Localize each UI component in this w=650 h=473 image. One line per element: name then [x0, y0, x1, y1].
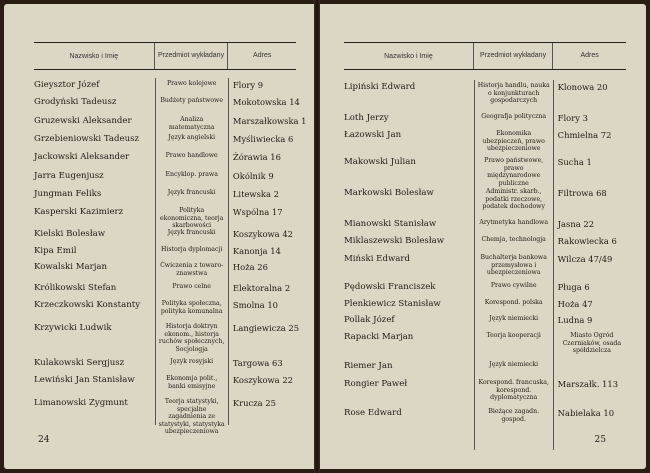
person-name: Kulakowski Sergjusz	[34, 358, 125, 368]
person-name: Jungman Feliks	[34, 189, 102, 199]
person-name: Jarra Eugenjusz	[34, 171, 104, 181]
address: Mokotowska 14	[228, 95, 296, 114]
address: Litewska 2	[228, 187, 296, 205]
table-row	[344, 330, 626, 359]
table-row	[34, 321, 300, 356]
person-name: Makowski Julian	[344, 157, 416, 167]
subject-taught: Teorja kooperacji	[474, 330, 553, 359]
person-name: Łazowski Jan	[344, 130, 402, 140]
address: Hoża 47	[553, 297, 626, 313]
address: Targowa 63	[228, 356, 296, 373]
subject-taught: Język angielski	[155, 132, 228, 150]
table-row	[34, 150, 296, 169]
table-row	[344, 186, 626, 217]
subject-taught: Bieżące zagadn. gospod.	[474, 406, 553, 450]
address: Miasto Ogród Czerniaków, osada spółdzielcza	[553, 330, 626, 359]
table-row	[344, 359, 626, 377]
table-row	[344, 406, 626, 450]
header-address: Adres	[227, 43, 296, 69]
table-row	[34, 396, 296, 436]
person-name: Królikowski Stefan	[34, 283, 117, 293]
subject-taught: Analiza matematyczna	[155, 114, 228, 132]
person-name: Miński Edward	[344, 254, 411, 264]
table-row	[34, 244, 296, 260]
person-name: Rapacki Marjan	[344, 332, 414, 342]
table-row	[34, 356, 296, 373]
table-row	[344, 297, 626, 313]
header-subject: Przedmiot wykładany	[154, 43, 228, 69]
table-row	[344, 128, 626, 155]
person-name: Kielski Bolesław	[34, 229, 106, 239]
address: Elektoralna 2	[228, 281, 296, 298]
table-row	[34, 187, 296, 205]
address: Nabielaka 10	[553, 406, 626, 450]
address: Flory 9	[228, 78, 296, 95]
table-row	[34, 281, 296, 298]
table-row	[34, 373, 296, 396]
subject-taught: Historja doktryn ekonom., historja ruchów społecznych, Socjologja	[155, 321, 228, 356]
right-page	[320, 4, 646, 469]
table-row	[344, 280, 626, 297]
subject-taught: Prawo celne	[155, 281, 228, 298]
subject-taught: Geografja polityczna	[474, 111, 553, 128]
table-row	[34, 205, 296, 230]
person-name: Kowalski Marjan	[34, 262, 108, 272]
page-number: 24	[38, 435, 50, 445]
person-name: Loth Jerzy	[344, 113, 389, 123]
subject-taught: Ekonomika ubezpieczeń, prawo ubezpieczeniowe	[474, 128, 553, 155]
address: Koszykowa 42	[228, 227, 296, 244]
address: Wspólna 17	[228, 205, 296, 227]
person-name: Lewiński Jan Stanisław	[34, 375, 135, 385]
subject-taught: Historja dyplomacji	[155, 244, 228, 260]
person-name: Jackowski Aleksander	[34, 152, 130, 162]
table-row	[344, 111, 626, 128]
table-row	[344, 377, 626, 406]
address: Sucha 1	[553, 155, 626, 186]
table-row	[34, 169, 296, 187]
person-name: Markowski Bolesław	[344, 188, 434, 198]
address: Klonowa 20	[553, 80, 626, 111]
person-name: Rongier Paweł	[344, 379, 408, 389]
table-row	[344, 252, 626, 280]
person-name: Miklaszewski Bolesław	[344, 236, 445, 246]
address: Żórawia 16	[228, 150, 296, 169]
header-name: Nazwisko i Imię	[384, 52, 433, 60]
subject-taught: Ćwiczenia z towaro-znawstwa	[155, 260, 228, 281]
subject-taught: Korespond. francuska, korespond. dyplomatyczna	[474, 377, 553, 406]
subject-taught: Chemja, technologja	[474, 234, 553, 252]
person-name: Mianowski Stanisław	[344, 219, 437, 229]
page-number: 25	[594, 435, 606, 445]
address: Langiewicza 25	[228, 321, 296, 356]
address: Jasna 22	[553, 217, 626, 234]
subject-taught: Język francuski	[155, 187, 228, 205]
subject-taught: Buchalterja bankowa przemysłowa i ubezpieczeniowa	[474, 252, 553, 280]
table-header	[344, 42, 626, 70]
subject-taught: Język francuski	[155, 227, 228, 244]
header-subject: Przedmiot wykładany	[473, 43, 552, 69]
address: Marszałkowska 1	[228, 114, 296, 132]
subject-taught: Korespond. polska	[474, 297, 553, 313]
table-row	[34, 114, 307, 132]
address: Wilcza 47/49	[553, 252, 626, 280]
person-name: Pędowski Franciszek	[344, 282, 436, 292]
person-name: Riemer Jan	[344, 361, 393, 371]
person-name: Limanowski Zygmunt	[34, 398, 128, 408]
subject-taught: Ekonomja polit., banki emisyjne	[155, 373, 228, 396]
table-row	[34, 132, 296, 150]
subject-taught: Administr. skarb., podatki rzeczowe, podatek dochodowy	[474, 186, 553, 217]
address: Smolna 10	[228, 298, 296, 321]
person-name: Plenkiewicz Stanisław	[344, 299, 441, 309]
person-name: Kasperski Kazimierz	[34, 207, 124, 217]
left-page	[4, 4, 314, 469]
subject-taught: Prawo handlowe	[155, 150, 228, 169]
person-name: Gruzewski Aleksander	[34, 116, 132, 126]
table-row	[344, 234, 626, 252]
faculty-table-left	[34, 42, 307, 436]
address: Chmielna 72	[553, 128, 626, 155]
address: Pługa 6	[553, 280, 626, 297]
person-name: Kipa Emil	[34, 246, 77, 256]
person-name: Rose Edward	[344, 408, 402, 418]
table-row	[344, 313, 626, 330]
header-name: Nazwisko i Imię	[69, 52, 119, 60]
person-name: Krzywicki Ludwik	[34, 323, 112, 333]
subject-taught: Prawo kolejowe	[155, 78, 228, 95]
address: Myśliwiecka 6	[228, 132, 296, 150]
faculty-table-right	[344, 42, 626, 450]
table-row	[34, 78, 296, 95]
person-name: Krzeczkowski Konstanty	[34, 300, 141, 310]
address: Flory 3	[553, 111, 626, 128]
subject-taught: Arytmetyka handlowa	[474, 217, 553, 234]
subject-taught: Encyklop. prawa	[155, 169, 228, 187]
address: Marszałk. 113	[553, 377, 626, 406]
address: Kanonja 14	[228, 244, 296, 260]
table-row	[344, 217, 626, 234]
person-name: Grodyński Tadeusz	[34, 97, 117, 107]
table-row	[34, 95, 300, 114]
subject-taught: Polityka społeczna, polityka komunalna	[155, 298, 228, 321]
subject-taught: Język rosyjski	[155, 356, 228, 373]
subject-taught: Język niemiecki	[474, 359, 553, 377]
subject-taught: Język niemiecki	[474, 313, 553, 330]
table-row	[34, 298, 296, 321]
person-name: Gieysztor Józef	[34, 80, 100, 90]
table-header	[34, 42, 296, 70]
address: Rakowiecka 6	[553, 234, 626, 252]
header-address: Adres	[552, 43, 626, 69]
address: Ludna 9	[553, 313, 626, 330]
subject-taught: Prawo państwowe, prawo międzynarodowe publiczne	[474, 155, 553, 186]
address: Koszykowa 22	[228, 373, 296, 396]
person-name: Lipiński Edward	[344, 82, 416, 92]
subject-taught: Polityka ekonomiczna, teorja skarbowości	[155, 205, 228, 227]
subject-taught: Teorja statystyki, specjalne zagadnienia ze statystyki, statystyka ubezpieczeniowa	[155, 396, 228, 425]
table-row	[344, 80, 626, 111]
address: Okólnik 9	[228, 169, 296, 187]
person-name: Grzebieniowski Tadeusz	[34, 134, 140, 144]
table-row	[344, 155, 626, 186]
person-name: Pollak Józef	[344, 315, 395, 325]
table-body	[344, 70, 626, 450]
subject-taught: Historja handlu, nauka o konjunkturach gospodarczych	[474, 80, 553, 111]
table-body	[34, 70, 307, 436]
subject-taught: Prawo cywilne	[474, 280, 553, 297]
table-row	[34, 260, 296, 281]
table-row	[34, 227, 296, 244]
address: Filtrowa 68	[553, 186, 626, 217]
address: Krucza 25	[228, 396, 296, 425]
subject-taught: Budżety państwowe	[155, 95, 228, 114]
address	[553, 359, 626, 377]
address: Hoża 26	[228, 260, 296, 281]
